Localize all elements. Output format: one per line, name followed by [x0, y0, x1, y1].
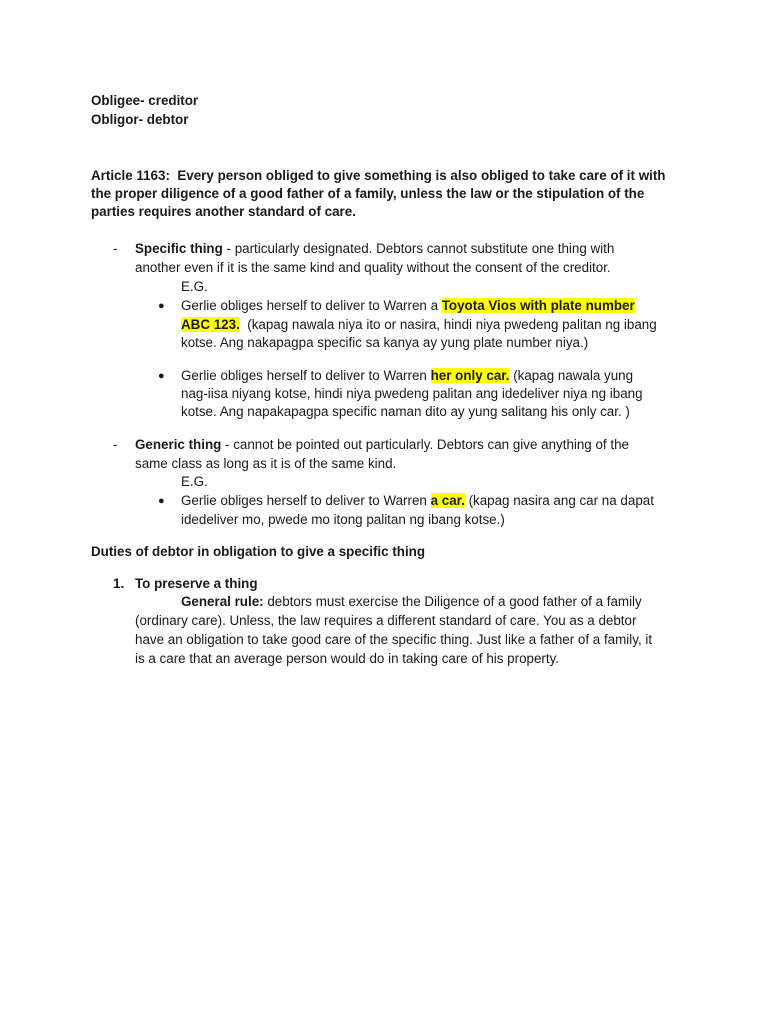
generic-ex1-line-2: idedeliver mo, pwede mo itong palitan ng ibang kotse.) — [181, 512, 505, 527]
specific-ex2-line-1 — [181, 367, 633, 385]
highlight-plate: ABC 123. — [181, 317, 240, 332]
article-label: Article 1163: — [91, 168, 170, 183]
highlight-a-car: a car. — [430, 493, 465, 508]
specific-ex1-line-2 — [181, 316, 657, 334]
specific-eg-label: E.G. — [181, 279, 208, 294]
specific-def-line-2: another even if it is the same kind and quality without the consent of the creditor. — [135, 260, 611, 275]
specific-ex1-line-1 — [181, 297, 635, 315]
generic-def-1: - cannot be pointed out particularly. Debtors can give anything of the — [221, 437, 629, 452]
article-line-1 — [91, 167, 665, 185]
specific-term: Specific thing — [135, 241, 223, 256]
specific-dash: - — [113, 241, 118, 256]
obligor-definition: Obligor- debtor — [91, 112, 189, 127]
specific-ex2-pre: Gerlie obliges herself to deliver to Warren — [181, 368, 431, 383]
specific-ex1-post: (kapag nawala niya ito or nasira, hindi niya pwedeng palitan ng ibang — [239, 317, 657, 332]
specific-def-1: - particularly designated. Debtors cannot substitute one thing with — [222, 241, 615, 256]
bullet-icon: ● — [158, 370, 165, 382]
general-rule-label: General rule: — [181, 594, 264, 609]
generic-dash: - — [113, 437, 118, 452]
generic-eg-label: E.G. — [181, 474, 208, 489]
duties-heading: Duties of debtor in obligation to give a specific thing — [91, 544, 426, 559]
article-line-2: the proper diligence of a good father of a family, unless the law or the stipulation of the — [91, 186, 645, 201]
obligee-definition: Obligee- creditor — [91, 93, 199, 108]
specific-ex2-line-3: kotse. Ang napakapagpa specific naman dito ay yung salitang his only car. ) — [181, 404, 630, 419]
specific-ex2-line-2: nag-iisa niyang kotse, hindi niya pwedeng palitan ang idedeliver niya ng ibang — [181, 386, 643, 401]
highlight-only-car: her only car. — [430, 368, 510, 383]
generic-def-line-2: same class as long as it is of the same kind. — [135, 456, 397, 471]
generic-ex1-pre: Gerlie obliges herself to deliver to Warren — [181, 493, 431, 508]
article-text-1: Every person obliged to give something is also obliged to take care of it with — [177, 168, 666, 183]
highlight-toyota: Toyota Vios with plate number — [441, 298, 635, 313]
generic-ex1-line-1 — [181, 492, 654, 510]
specific-ex1-pre: Gerlie obliges herself to deliver to Warren a — [181, 298, 442, 313]
bullet-icon: ● — [158, 300, 165, 312]
duty-1-number: 1. — [113, 576, 125, 591]
duty-1-line-1 — [181, 593, 642, 611]
specific-ex2-post: (kapag nawala yung — [509, 368, 634, 383]
specific-ex1-line-3: kotse. Ang nakapagpa specific sa kanya ay yung plate number niya.) — [181, 335, 589, 350]
duty-1-text-1: debtors must exercise the Diligence of a good father of a family — [263, 594, 642, 609]
specific-def-line-1 — [135, 240, 614, 258]
duty-1-line-2: (ordinary care). Unless, the law requires a different standard of care. You as a debtor — [135, 613, 637, 628]
duty-1-line-3: have an obligation to take good care of the specific thing. Just like a father of a family, it — [135, 632, 653, 647]
duty-1-line-4: is a care that an average person would do in taking care of his property. — [135, 651, 560, 666]
bullet-icon: ● — [158, 495, 165, 507]
duty-1-title: To preserve a thing — [135, 576, 258, 591]
generic-term: Generic thing — [135, 437, 222, 452]
article-line-3: parties requires another standard of care. — [91, 204, 356, 219]
generic-ex1-post: (kapag nasira ang car na dapat — [464, 493, 654, 508]
generic-def-line-1 — [135, 436, 629, 454]
